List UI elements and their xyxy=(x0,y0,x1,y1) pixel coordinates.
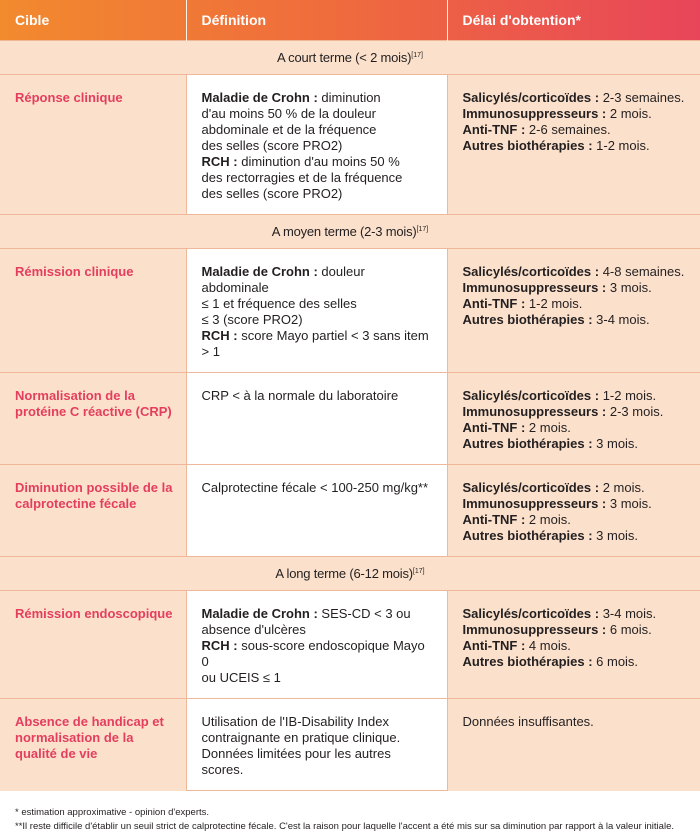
bold-term: RCH : xyxy=(202,328,238,343)
text-line xyxy=(463,312,700,328)
line-text: 3 mois. xyxy=(593,528,639,543)
line-text: 1-2 mois. xyxy=(593,138,650,153)
footnote-1: * estimation approximative - opinion d'experts. xyxy=(15,806,700,820)
text-line xyxy=(463,420,700,436)
text-line xyxy=(202,170,435,186)
bold-term: Anti-TNF : xyxy=(463,420,526,435)
cible-cell: Normalisation de la protéine C réactive (CRP) xyxy=(0,373,186,465)
section-label: A court terme (< 2 mois) xyxy=(277,50,411,65)
bold-term: Salicylés/corticoïdes : xyxy=(463,606,600,621)
section-heading xyxy=(0,215,700,249)
bold-term: Anti-TNF : xyxy=(463,512,526,527)
line-text: score Mayo partiel < 3 sans item > 1 xyxy=(202,328,429,359)
cible-cell: Rémission endoscopique xyxy=(0,591,186,699)
line-text: 3 mois. xyxy=(593,436,639,451)
footnotes xyxy=(0,791,700,834)
line-text: des selles (score PRO2) xyxy=(202,138,343,153)
text-line xyxy=(463,106,700,122)
text-line xyxy=(463,496,700,512)
line-text: Calprotectine fécale < 100-250 mg/kg** xyxy=(202,480,429,495)
text-line xyxy=(202,106,435,122)
text-line xyxy=(463,296,700,312)
line-text: 2 mois. xyxy=(525,512,571,527)
text-line xyxy=(202,328,435,360)
bold-term: Maladie de Crohn : xyxy=(202,264,318,279)
line-text: 3-4 mois. xyxy=(593,312,650,327)
line-text: diminution d'au moins 50 % xyxy=(238,154,400,169)
bold-term: Anti-TNF : xyxy=(463,296,526,311)
line-text: 3 mois. xyxy=(606,496,652,511)
cible-cell: Rémission clinique xyxy=(0,249,186,373)
text-line xyxy=(463,90,700,106)
line-text: 1-2 mois. xyxy=(525,296,582,311)
header-delai: Délai d'obtention* xyxy=(447,0,700,41)
delai-cell xyxy=(447,465,700,557)
text-line xyxy=(463,512,700,528)
text-line xyxy=(463,280,700,296)
line-text: 2-6 semaines. xyxy=(525,122,610,137)
line-text: 6 mois. xyxy=(606,622,652,637)
header-definition: Définition xyxy=(186,0,447,41)
text-line xyxy=(463,388,700,404)
section-heading xyxy=(0,41,700,75)
section-row xyxy=(0,557,700,591)
text-line xyxy=(202,730,435,746)
line-text: 3-4 mois. xyxy=(599,606,656,621)
text-line xyxy=(202,296,435,312)
text-line xyxy=(202,638,435,670)
text-line xyxy=(463,138,700,154)
bold-term: Immunosuppresseurs : xyxy=(463,106,607,121)
text-line xyxy=(463,528,700,544)
line-text: Utilisation de l'IB-Disability Index xyxy=(202,714,389,729)
definition-cell xyxy=(186,75,447,215)
text-line xyxy=(202,138,435,154)
line-text: 4-8 semaines. xyxy=(599,264,684,279)
table-header-row xyxy=(0,0,700,41)
bold-term: Salicylés/corticoïdes : xyxy=(463,264,600,279)
bold-term: Autres biothérapies : xyxy=(463,436,593,451)
bold-term: Autres biothérapies : xyxy=(463,138,593,153)
bold-term: Maladie de Crohn : xyxy=(202,90,318,105)
line-text: 2 mois. xyxy=(599,480,645,495)
section-ref: [17] xyxy=(411,52,423,59)
bold-term: Salicylés/corticoïdes : xyxy=(463,480,600,495)
bold-term: Salicylés/corticoïdes : xyxy=(463,90,600,105)
bold-term: Immunosuppresseurs : xyxy=(463,622,607,637)
text-line xyxy=(202,154,435,170)
line-text: SES-CD < 3 ou xyxy=(318,606,411,621)
line-text: 3 mois. xyxy=(606,280,652,295)
bold-term: Immunosuppresseurs : xyxy=(463,404,607,419)
cible-cell: Réponse clinique xyxy=(0,75,186,215)
line-text: 1-2 mois. xyxy=(599,388,656,403)
line-text: absence d'ulcères xyxy=(202,622,306,637)
text-line xyxy=(202,186,435,202)
bold-term: Immunosuppresseurs : xyxy=(463,280,607,295)
definition-cell xyxy=(186,465,447,557)
text-line xyxy=(463,606,700,622)
definition-cell xyxy=(186,699,447,791)
text-line xyxy=(202,480,435,496)
definition-cell xyxy=(186,373,447,465)
delai-cell xyxy=(447,699,700,791)
bold-term: Maladie de Crohn : xyxy=(202,606,318,621)
line-text: d'au moins 50 % de la douleur xyxy=(202,106,376,121)
line-text: Données limitées pour les autres scores. xyxy=(202,746,391,777)
text-line xyxy=(463,638,700,654)
bold-term: Immunosuppresseurs : xyxy=(463,496,607,511)
bold-term: Anti-TNF : xyxy=(463,638,526,653)
line-text: ≤ 3 (score PRO2) xyxy=(202,312,303,327)
table-row xyxy=(0,465,700,557)
bold-term: Autres biothérapies : xyxy=(463,654,593,669)
footnote-2: **Il reste difficile d'établir un seuil strict de calprotectine fécale. C'est la raison pour laquelle l'accent a été mis sur sa diminution par rapport à la valeur initiale. xyxy=(15,820,700,834)
line-text: 2 mois. xyxy=(606,106,652,121)
section-row xyxy=(0,41,700,75)
delai-cell xyxy=(447,591,700,699)
line-text: ou UCEIS ≤ 1 xyxy=(202,670,281,685)
text-line xyxy=(202,312,435,328)
line-text: 6 mois. xyxy=(593,654,639,669)
line-text: CRP < à la normale du laboratoire xyxy=(202,388,399,403)
line-text: diminution xyxy=(318,90,381,105)
section-heading xyxy=(0,557,700,591)
line-text: des selles (score PRO2) xyxy=(202,186,343,201)
text-line xyxy=(202,90,435,106)
text-line xyxy=(202,670,435,686)
table-body xyxy=(0,41,700,791)
cible-cell: Absence de handicap et normalisation de la qualité de vie xyxy=(0,699,186,791)
delai-cell xyxy=(447,75,700,215)
table-row xyxy=(0,699,700,791)
line-text: douleur abdominale xyxy=(202,264,365,295)
bold-term: Autres biothérapies : xyxy=(463,528,593,543)
table-row xyxy=(0,373,700,465)
section-ref: [17] xyxy=(413,568,425,575)
section-label: A moyen terme (2-3 mois) xyxy=(272,224,417,239)
section-label: A long terme (6-12 mois) xyxy=(275,566,413,581)
text-line xyxy=(463,714,700,730)
text-line xyxy=(202,622,435,638)
text-line xyxy=(202,388,435,404)
delai-cell xyxy=(447,373,700,465)
table-row xyxy=(0,249,700,373)
text-line xyxy=(202,606,435,622)
text-line xyxy=(202,264,435,296)
definition-cell xyxy=(186,591,447,699)
section-row xyxy=(0,215,700,249)
text-line xyxy=(463,654,700,670)
text-line xyxy=(463,122,700,138)
header-cible: Cible xyxy=(0,0,186,41)
line-text: 4 mois. xyxy=(525,638,571,653)
line-text: abdominale et de la fréquence xyxy=(202,122,377,137)
table-row xyxy=(0,591,700,699)
bold-term: RCH : xyxy=(202,638,238,653)
text-line xyxy=(463,436,700,452)
cible-cell: Diminution possible de la calprotectine fécale xyxy=(0,465,186,557)
text-line xyxy=(463,480,700,496)
line-text: ≤ 1 et fréquence des selles xyxy=(202,296,357,311)
line-text: 2-3 semaines. xyxy=(599,90,684,105)
line-text: 2 mois. xyxy=(525,420,571,435)
delai-cell xyxy=(447,249,700,373)
definition-cell xyxy=(186,249,447,373)
text-line xyxy=(463,622,700,638)
text-line xyxy=(202,714,435,730)
text-line xyxy=(202,122,435,138)
text-line xyxy=(202,746,435,778)
line-text: Données insuffisantes. xyxy=(463,714,594,729)
bold-term: RCH : xyxy=(202,154,238,169)
bold-term: Salicylés/corticoïdes : xyxy=(463,388,600,403)
section-ref: [17] xyxy=(417,226,429,233)
bold-term: Anti-TNF : xyxy=(463,122,526,137)
table-row xyxy=(0,75,700,215)
line-text: sous-score endoscopique Mayo 0 xyxy=(202,638,425,669)
text-line xyxy=(463,404,700,420)
line-text: 2-3 mois. xyxy=(606,404,663,419)
line-text: des rectorragies et de la fréquence xyxy=(202,170,403,185)
line-text: contraignante en pratique clinique. xyxy=(202,730,401,745)
text-line xyxy=(463,264,700,280)
bold-term: Autres biothérapies : xyxy=(463,312,593,327)
